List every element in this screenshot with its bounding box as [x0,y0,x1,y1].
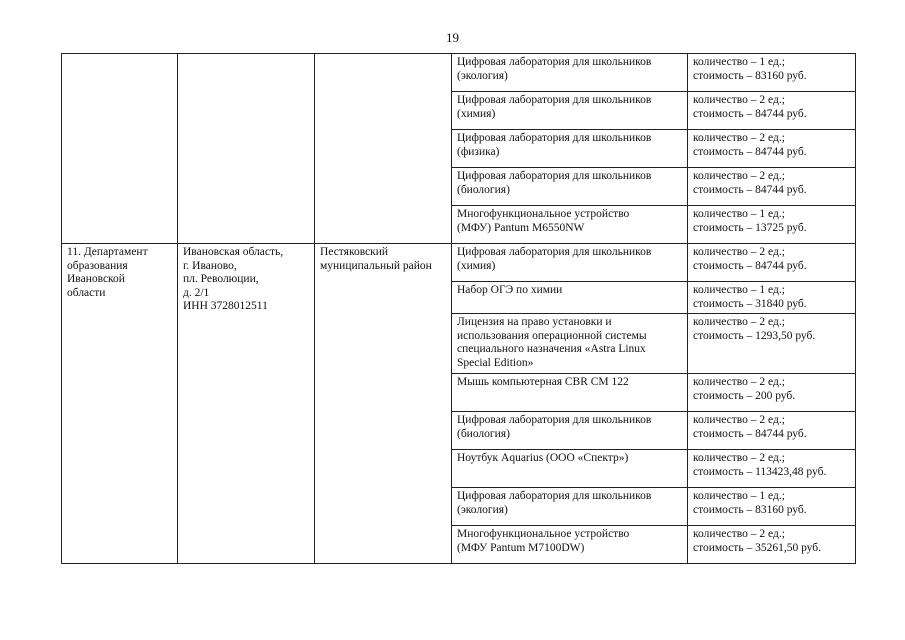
item-cell: Мышь компьютерная CBR CM 122 [452,374,688,412]
item-cell: Цифровая лаборатория для школьников (биология) [452,412,688,450]
district-cell-empty [315,54,452,244]
item-cell: Цифровая лаборатория для школьников (экология) [452,488,688,526]
details-cell: количество – 2 ед.; стоимость – 84744 руб. [688,244,856,282]
address-cell: Ивановская область, г. Иваново, пл. Революции, д. 2/1 ИНН 3728012511 [178,244,315,564]
item-cell: Цифровая лаборатория для школьников (химия) [452,92,688,130]
address-cell-empty [178,54,315,244]
organization-cell: 11. Департамент образования Ивановской области [62,244,178,564]
details-cell: количество – 2 ед.; стоимость – 200 руб. [688,374,856,412]
details-cell: количество – 2 ед.; стоимость – 84744 руб. [688,130,856,168]
item-cell: Лицензия на право установки и использования операционной системы специального назначения «Astra Linux Special Edition» [452,314,688,374]
item-cell: Цифровая лаборатория для школьников (экология) [452,54,688,92]
item-cell: Цифровая лаборатория для школьников (физика) [452,130,688,168]
details-cell: количество – 1 ед.; стоимость – 13725 руб. [688,206,856,244]
details-cell: количество – 1 ед.; стоимость – 83160 руб. [688,54,856,92]
details-cell: количество – 1 ед.; стоимость – 83160 руб. [688,488,856,526]
table-row [62,244,856,282]
item-cell: Набор ОГЭ по химии [452,282,688,314]
details-cell: количество – 1 ед.; стоимость – 31840 руб. [688,282,856,314]
district-cell: Пестяковский муниципальный район [315,244,452,564]
item-cell: Многофункциональное устройство (МФУ) Pantum M6550NW [452,206,688,244]
item-cell: Многофункциональное устройство (МФУ Pantum M7100DW) [452,526,688,564]
details-cell: количество – 2 ед.; стоимость – 35261,50 руб. [688,526,856,564]
organization-cell-empty [62,54,178,244]
details-cell: количество – 2 ед.; стоимость – 84744 руб. [688,168,856,206]
details-cell: количество – 2 ед.; стоимость – 84744 руб. [688,412,856,450]
item-cell: Цифровая лаборатория для школьников (биология) [452,168,688,206]
equipment-table [61,53,856,564]
table-row [62,54,856,92]
item-cell: Ноутбук Aquarius (ООО «Спектр») [452,450,688,488]
details-cell: количество – 2 ед.; стоимость – 84744 руб. [688,92,856,130]
page-number: 19 [446,30,459,45]
details-cell: количество – 2 ед.; стоимость – 113423,48 руб. [688,450,856,488]
details-cell: количество – 2 ед.; стоимость – 1293,50 руб. [688,314,856,374]
item-cell: Цифровая лаборатория для школьников (химия) [452,244,688,282]
